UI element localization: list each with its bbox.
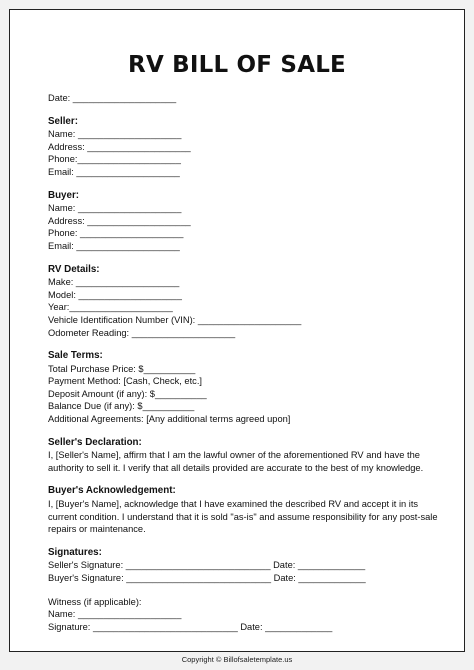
seller-declaration-heading: Seller's Declaration: [48,436,142,448]
rv-details-heading: RV Details: [48,263,100,275]
seller-address-field: Address: ____________________ [48,141,191,152]
seller-declaration-text: I, [Seller's Name], affirm that I am the lawful owner of the aforementioned RV and have the authority to sell it. I verify that all details provided are accurate to the best of my knowledge. [48,450,424,473]
payment-method-field: Payment Method: [Cash, Check, etc.] [48,376,202,387]
witness-name-field: Name: ____________________ [48,609,182,620]
rv-year-field: Year:____________________ [48,302,173,313]
buyer-phone-field: Phone: ____________________ [48,228,184,239]
buyer-signature-field: Buyer's Signature: ____________________________ Date: _____________ [48,573,366,583]
seller-phone-field: Phone:____________________ [48,154,181,165]
copyright-footer: Copyright © Billofsaletemplate.us [181,655,293,664]
seller-email-field: Email: ____________________ [48,166,180,177]
buyer-email-field: Email: ____________________ [48,240,180,251]
buyer-acknowledgement-text: I, [Buyer's Name], acknowledge that I have examined the described RV and accept it in its current condition. I understand that it is sold "as-is" and assume responsibility for any post-sale repairs or maintenance. [48,499,438,535]
document-page [9,9,465,652]
witness-label: Witness (if applicable): [48,596,142,607]
balance-due-field: Balance Due (if any): $__________ [48,401,195,412]
sale-terms-heading: Sale Terms: [48,350,103,362]
purchase-price-field: Total Purchase Price: $__________ [48,363,196,374]
seller-name-field: Name: ____________________ [48,129,182,140]
rv-vin-field: Vehicle Identification Number (VIN): ____________________ [48,314,302,325]
deposit-amount-field: Deposit Amount (if any): $__________ [48,388,207,399]
rv-model-field: Model: ____________________ [48,289,182,300]
signatures-heading: Signatures: [48,546,102,558]
rv-odometer-field: Odometer Reading: ____________________ [48,327,236,338]
buyer-heading: Buyer: [48,189,80,201]
buyer-acknowledgement-heading: Buyer's Acknowledgement: [48,485,176,497]
date-field: Date: ____________________ [48,93,177,103]
witness-signature-field: Signature: ____________________________ Date: _____________ [48,621,333,632]
document-body [48,92,448,633]
additional-agreements-field: Additional Agreements: [Any additional terms agreed upon] [48,414,291,425]
seller-signature-field: Seller's Signature: ____________________________ Date: _____________ [48,560,366,571]
document-title: RV BILL OF SALE [128,52,346,78]
rv-make-field: Make: ____________________ [48,277,180,288]
seller-heading: Seller: [48,115,78,127]
buyer-name-field: Name: ____________________ [48,203,182,214]
buyer-address-field: Address: ____________________ [48,215,191,226]
